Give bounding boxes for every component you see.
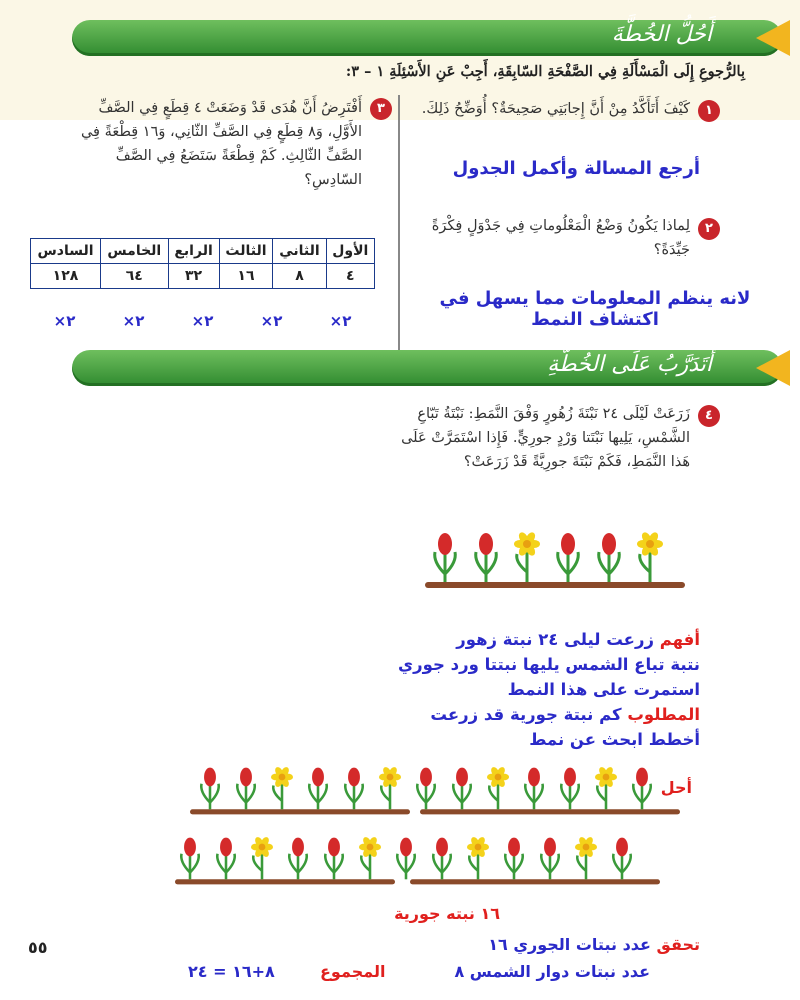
tulip-icon <box>181 838 198 880</box>
table-cell: ٤ <box>326 264 374 289</box>
tulip-icon <box>613 838 630 880</box>
solve-label: أحل <box>660 778 692 797</box>
sunflower-icon <box>467 836 489 880</box>
solution-block <box>200 627 700 752</box>
tulip-icon <box>397 838 414 880</box>
question-1-text: كَيْفَ أَتَأَكَّدُ مِنْ أَنَّ إِجابَتِي صَحِيحَةٌ؟ أُوَضِّحُ ذَلِكَ. <box>421 101 690 117</box>
multiplier-label: ٢× <box>191 312 214 330</box>
sunflower-icon <box>251 836 273 880</box>
table-header: الثالث <box>219 239 273 264</box>
solution-line-understand: أفهم زرعت ليلى ٢٤ نبتة زهور <box>456 630 700 649</box>
question-number-1: ١ <box>698 100 720 122</box>
question-4-text: زَرَعَتْ لَيْلَى ٢٤ نَبْتَةَ زُهُورٍ وَفْقَ النَّمَطِ: نَبْتَةُ تَبّاعِ الشَّمْسِ، يَلِيها نَبْتَتا وَرْدٍ جورِيٍّ. فَإِذا اسْتَمَرَّتْ عَلَى هَذا النَّمَطِ، فَكَمْ نَبْتَةَ جورِيَّةً قَدْ زَرَعَتْ؟ <box>401 406 690 470</box>
sunflower-icon <box>595 766 617 810</box>
tulip-icon <box>541 838 558 880</box>
tulip-icon <box>525 768 542 810</box>
question-number-2: ٢ <box>698 218 720 240</box>
table-header: الرابع <box>168 239 219 264</box>
sum-expression: ٨+١٦ = ٢٤ <box>188 962 275 981</box>
multiplier-label: ٢× <box>260 312 283 330</box>
sunflower-icon <box>271 766 293 810</box>
sunflower-count: عدد نبتات دوار الشمس ٨ <box>454 962 650 981</box>
tulip-icon <box>561 768 578 810</box>
flower-row-1 <box>185 765 685 825</box>
tulip-icon <box>476 533 497 582</box>
table-row <box>31 264 375 289</box>
solution-line-continue: استمرت على هذا النمط <box>507 680 700 699</box>
table-cell: ١٢٨ <box>31 264 101 289</box>
question-1-answer: أرجع المسالة وأكمل الجدول <box>452 158 700 179</box>
soil-strip <box>425 582 685 588</box>
tulip-icon <box>217 838 234 880</box>
tulip-icon <box>453 768 470 810</box>
tulip-icon <box>558 533 579 582</box>
section-banner-solve <box>72 20 782 56</box>
solution-line-plan: أخطط ابحث عن نمط <box>529 730 700 749</box>
tulip-icon <box>435 533 456 582</box>
column-divider <box>398 95 400 350</box>
sunflower-icon <box>514 531 540 582</box>
multiplier-label: ٢× <box>122 312 145 330</box>
table-cell: ٨ <box>273 264 326 289</box>
table-header: الأول <box>326 239 374 264</box>
tulip-icon <box>345 768 362 810</box>
sunflower-icon <box>575 836 597 880</box>
solution-line-required: المطلوب كم نبتة جورية قد زرعت <box>430 705 700 724</box>
banner-title: أَتَدَرَّبُ عَلَى الخُطَّةِ <box>547 352 712 377</box>
banner-arrow-icon <box>756 20 790 56</box>
banner-arrow-icon <box>756 350 790 386</box>
section-banner-practice <box>72 350 782 386</box>
soil-strip <box>410 879 660 884</box>
table-header: الثاني <box>273 239 326 264</box>
question-3-text: أَفْتَرِضُ أَنَّ هُدَى قَدْ وَضَعَتْ ٤ قِطَعٍ فِي الصَّفِّ الأَوَّلِ، وَ٨ قِطَعٍ فِي الصَّفِّ الثّانِي، وَ١٦ قِطْعَةً فِي الصَّفِّ الثّالِثِ. كَمْ قِطْعَةً سَتَضَعُ فِي الصَّفِّ السّادِسِ؟ <box>80 100 362 188</box>
table-header: الخامس <box>101 239 169 264</box>
pattern-table <box>30 238 375 289</box>
soil-strip <box>190 809 410 814</box>
tulip-icon <box>237 768 254 810</box>
tulip-icon <box>433 838 450 880</box>
sunflower-icon <box>487 766 509 810</box>
table-header: السادس <box>31 239 101 264</box>
banner-title: أَحُلُّ الخُطَّةَ <box>611 22 712 47</box>
multiplier-label: ٢× <box>329 312 352 330</box>
question-2-answer: لانه ينظم المعلومات مما يسهل في اكتشاف النمط <box>439 288 751 330</box>
tulip-icon <box>599 533 620 582</box>
sunflower-icon <box>637 531 663 582</box>
tulip-icon <box>417 768 434 810</box>
tulip-icon <box>201 768 218 810</box>
sunflower-icon <box>359 836 381 880</box>
question-2-text: لِماذا يَكُونُ وَضْعُ الْمَعْلُوماتِ فِي جَدْوَلٍ فِكْرَةً جَيِّدَةً؟ <box>431 218 690 258</box>
table-cell: ٣٢ <box>168 264 219 289</box>
tulip-icon <box>633 768 650 810</box>
sunflower-icon <box>379 766 401 810</box>
check-line: تحقق عدد نبتات الجوري ١٦ <box>488 935 700 954</box>
soil-strip <box>175 879 395 884</box>
sum-label: المجموع <box>320 962 386 981</box>
question-number-4: ٤ <box>698 405 720 427</box>
solution-line-pattern: نتبة تباع الشمس يليها نبتتا ورد جوري <box>398 655 700 674</box>
result-text: ١٦ نبته جورية <box>394 904 500 923</box>
soil-strip <box>420 809 680 814</box>
tulip-icon <box>309 768 326 810</box>
multiplier-label: ٢× <box>53 312 76 330</box>
tulip-icon <box>289 838 306 880</box>
page-number: ٥٥ <box>28 938 48 957</box>
instructions: بِالرُّجوعِ إِلَى الْمَسْأَلَةِ فِي الصَّفْحَةِ السّابِقَةِ، أَجِبْ عَنِ الأَسْئِلَةِ ١ – ٣: <box>345 63 745 80</box>
tulip-icon <box>325 838 342 880</box>
question-number-3: ٣ <box>370 98 392 120</box>
flower-row-2 <box>170 835 670 895</box>
table-cell: ١٦ <box>219 264 273 289</box>
flower-pattern-illustration <box>420 530 690 612</box>
table-cell: ٦٤ <box>101 264 169 289</box>
multiplier-row <box>30 312 375 330</box>
tulip-icon <box>505 838 522 880</box>
table-header-row <box>31 239 375 264</box>
